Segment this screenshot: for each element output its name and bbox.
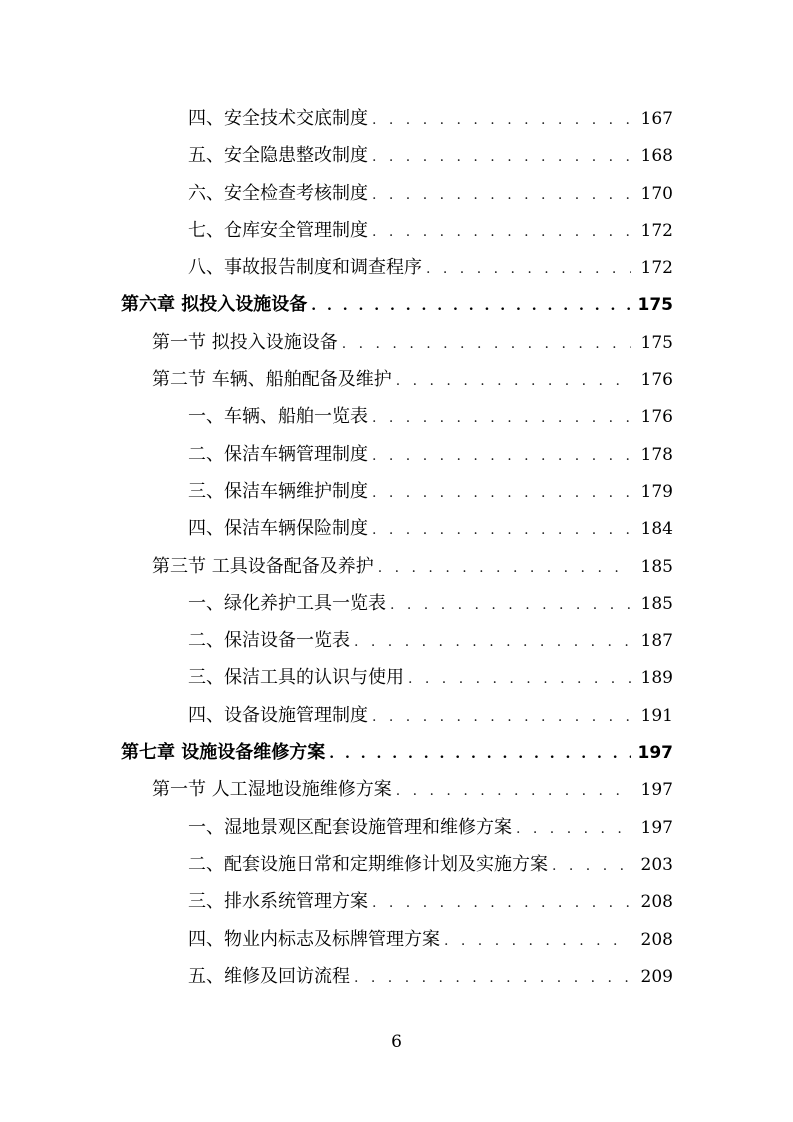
toc-entry-page-number: 208 xyxy=(640,929,673,950)
toc-entry-title: 七、仓库安全管理制度 xyxy=(188,219,368,241)
toc-dot-leader xyxy=(311,288,631,325)
toc-dot-leader xyxy=(372,139,631,176)
toc-dot-leader xyxy=(372,400,631,437)
toc-entry-title: 一、车辆、船舶一览表 xyxy=(188,406,368,428)
toc-dot-leader xyxy=(372,699,631,736)
toc-entry-item[interactable] xyxy=(0,846,793,883)
toc-entry-item[interactable] xyxy=(0,921,793,958)
toc-entry-section[interactable] xyxy=(0,324,793,361)
toc-dot-leader xyxy=(354,960,631,997)
toc-entry-item[interactable] xyxy=(0,809,793,846)
toc-entry-title: 五、安全隐患整改制度 xyxy=(188,145,368,167)
toc-entry-item[interactable] xyxy=(0,883,793,920)
toc-entry-page-number: 176 xyxy=(640,370,673,391)
toc-dot-leader xyxy=(444,923,631,960)
toc-dot-leader xyxy=(372,102,631,139)
toc-entry-page-number: 185 xyxy=(640,593,673,614)
toc-entry-title: 二、配套设施日常和定期维修计划及实施方案 xyxy=(188,853,548,875)
toc-entry-page-number: 176 xyxy=(640,407,673,428)
toc-entry-title: 第七章 设施设备维修方案 xyxy=(121,742,326,764)
toc-dot-leader xyxy=(372,512,631,549)
toc-dot-leader xyxy=(408,661,631,698)
toc-entry-page-number: 197 xyxy=(637,743,673,764)
toc-entry-item[interactable] xyxy=(0,137,793,174)
toc-entry-title: 第三节 工具设备配备及养护 xyxy=(152,555,374,577)
toc-dot-leader xyxy=(396,773,631,810)
toc-entry-title: 四、物业内标志及标牌管理方案 xyxy=(188,928,440,950)
toc-entry-item[interactable] xyxy=(0,100,793,137)
toc-dot-leader xyxy=(372,438,631,475)
toc-dot-leader xyxy=(378,550,631,587)
toc-entry-title: 三、保洁工具的认识与使用 xyxy=(188,667,404,689)
toc-entry-page-number: 179 xyxy=(640,481,673,502)
toc-entry-item[interactable] xyxy=(0,622,793,659)
toc-entry-page-number: 187 xyxy=(640,631,673,652)
toc-entry-item[interactable] xyxy=(0,398,793,435)
toc-entry-page-number: 209 xyxy=(640,966,673,987)
toc-entry-page-number: 184 xyxy=(640,519,673,540)
toc-entry-title: 一、绿化养护工具一览表 xyxy=(188,592,386,614)
toc-entry-item[interactable] xyxy=(0,436,793,473)
toc-dot-leader xyxy=(342,326,631,363)
toc-dot-leader xyxy=(372,475,631,512)
table-of-contents xyxy=(0,100,793,995)
toc-entry-page-number: 191 xyxy=(640,705,673,726)
toc-entry-item[interactable] xyxy=(0,697,793,734)
toc-entry-title: 六、安全检查考核制度 xyxy=(188,182,368,204)
toc-entry-page-number: 175 xyxy=(640,332,673,353)
toc-dot-leader xyxy=(396,363,631,400)
toc-entry-item[interactable] xyxy=(0,212,793,249)
toc-entry-title: 四、保洁车辆保险制度 xyxy=(188,518,368,540)
toc-entry-page-number: 172 xyxy=(640,258,673,279)
toc-entry-section[interactable] xyxy=(0,548,793,585)
toc-entry-title: 三、排水系统管理方案 xyxy=(188,891,368,913)
toc-entry-title: 三、保洁车辆维护制度 xyxy=(188,480,368,502)
toc-dot-leader xyxy=(426,251,631,288)
toc-entry-section[interactable] xyxy=(0,771,793,808)
toc-entry-page-number: 208 xyxy=(640,892,673,913)
toc-entry-title: 四、设备设施管理制度 xyxy=(188,704,368,726)
toc-dot-leader xyxy=(516,811,631,848)
toc-entry-title: 一、湿地景观区配套设施管理和维修方案 xyxy=(188,816,512,838)
toc-entry-title: 二、保洁设备一览表 xyxy=(188,630,350,652)
toc-entry-title: 第一节 人工湿地设施维修方案 xyxy=(152,779,392,801)
toc-entry-title: 第六章 拟投入设施设备 xyxy=(121,294,308,316)
toc-entry-item[interactable] xyxy=(0,175,793,212)
toc-entry-page-number: 178 xyxy=(640,444,673,465)
toc-entry-title: 第一节 拟投入设施设备 xyxy=(152,331,338,353)
toc-dot-leader xyxy=(354,624,631,661)
toc-entry-section[interactable] xyxy=(0,361,793,398)
toc-dot-leader xyxy=(372,885,631,922)
toc-entry-page-number: 167 xyxy=(640,109,673,129)
toc-entry-page-number: 189 xyxy=(640,668,673,689)
toc-entry-title: 第二节 车辆、船舶配备及维护 xyxy=(152,369,392,391)
toc-entry-title: 四、安全技术交底制度 xyxy=(188,108,368,129)
page-number: 6 xyxy=(391,1032,402,1052)
toc-entry-title: 二、保洁车辆管理制度 xyxy=(188,443,368,465)
toc-entry-page-number: 170 xyxy=(640,183,673,204)
toc-entry-page-number: 197 xyxy=(640,780,673,801)
toc-dot-leader xyxy=(390,587,631,624)
toc-entry-page-number: 168 xyxy=(640,146,673,167)
toc-entry-chapter[interactable] xyxy=(0,286,793,323)
toc-entry-chapter[interactable] xyxy=(0,734,793,771)
toc-entry-item[interactable] xyxy=(0,510,793,547)
toc-entry-page-number: 197 xyxy=(640,817,673,838)
toc-entry-item[interactable] xyxy=(0,585,793,622)
toc-entry-item[interactable] xyxy=(0,958,793,995)
toc-entry-title: 五、维修及回访流程 xyxy=(188,965,350,987)
toc-dot-leader xyxy=(372,177,631,214)
toc-entry-item[interactable] xyxy=(0,659,793,696)
toc-entry-title: 八、事故报告制度和调查程序 xyxy=(188,257,422,279)
toc-entry-item[interactable] xyxy=(0,249,793,286)
toc-entry-page-number: 175 xyxy=(637,295,673,316)
toc-dot-leader xyxy=(552,848,631,885)
toc-entry-item[interactable] xyxy=(0,473,793,510)
toc-dot-leader xyxy=(329,736,631,773)
toc-dot-leader xyxy=(372,214,631,251)
toc-entry-page-number: 185 xyxy=(640,556,673,577)
toc-entry-page-number: 203 xyxy=(640,854,673,875)
toc-entry-page-number: 172 xyxy=(640,220,673,241)
